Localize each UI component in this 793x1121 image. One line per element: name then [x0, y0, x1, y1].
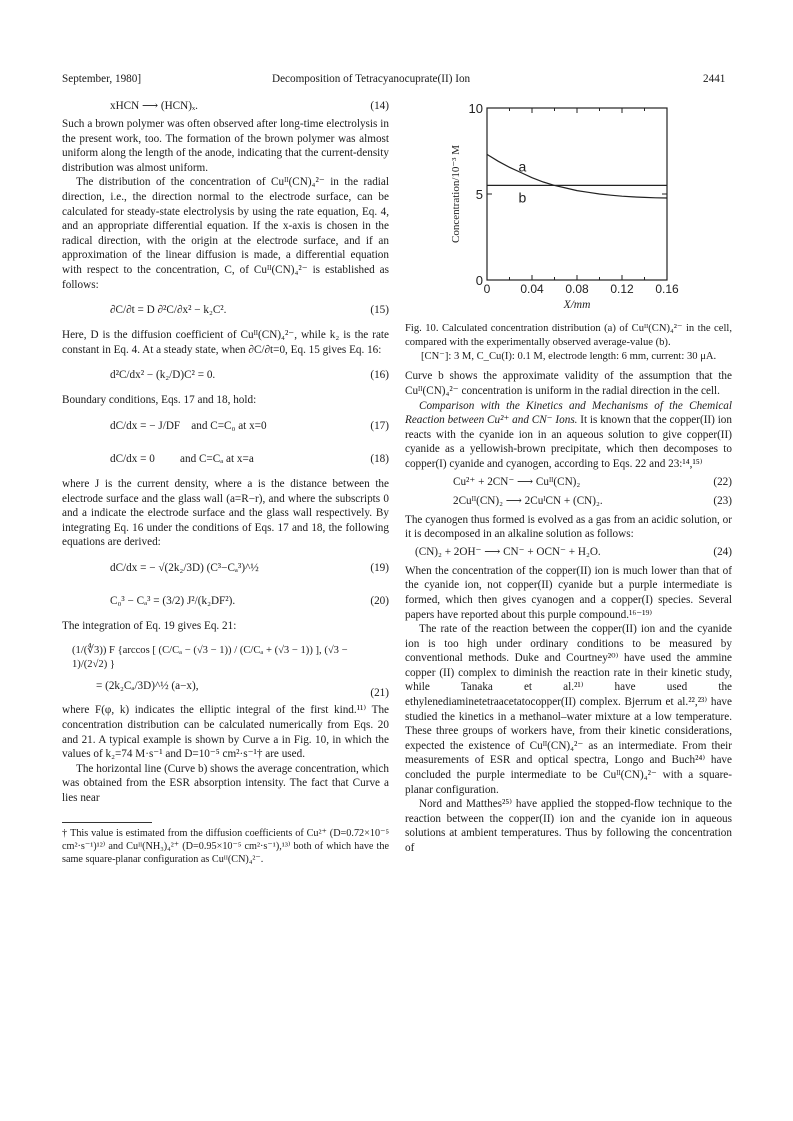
y-tick-label: 10: [468, 101, 483, 116]
equation-18: [62, 444, 389, 474]
series-label-b: b: [518, 189, 527, 206]
paragraph-body: It is known that the copper(II) ion reacts with the cyanide ion in an aqueous solution to give copper(II) cyanide as a yellowish-brown precipitate, which then decomposes to copper(I) cyanide and cyanogen, according to Eqs. 22 and 23:¹⁴,¹⁵⁾: [405, 414, 732, 470]
paragraph: The horizontal line (Curve b) shows the average concentration, which was obtained from the ESR absorption intensity. The fact that Curve a lies near: [62, 762, 389, 805]
equation-body: xHCN ⟶ (HCN)ₓ.: [110, 99, 198, 112]
paragraph: [405, 399, 732, 472]
y-tick-label: 0: [475, 273, 483, 288]
equation-body-line2: = (2k₂Cₐ/3D)^½ (a−x),: [96, 679, 199, 692]
x-tick-label: 0.16: [655, 282, 679, 296]
equation-body: C₀³ − Cₐ³ = (3/2) J²/(k₂DF²).: [110, 594, 236, 607]
equation-body: 2Cuᴵᴵ(CN)₂ ⟶ 2CuᴵCN + (CN)₂.: [453, 495, 603, 508]
equation-number: (23): [713, 495, 732, 508]
equation-number: (21): [370, 686, 389, 699]
equation-number: (22): [713, 476, 732, 489]
equation-body: dC/dx = − √(2k₂/3D) (C³−Cₐ³)^½: [110, 561, 259, 574]
x-tick-label: 0.08: [565, 282, 589, 296]
equation-number: (16): [370, 369, 389, 382]
equation-21: [62, 636, 389, 700]
caption-text: Fig. 10. Calculated concentration distribution (a) of Cuᴵᴵ(CN)₄²⁻ in the cell, compared with the experimentally observed average-value (b).: [405, 323, 732, 348]
paragraph: The rate of the reaction between the copper(II) ion and the cyanide ion is too high under ordinary conditions to be measured by conventional methods. Duke and Courtney²⁰⁾ have used the ammine copper (II) complex to diminish the reaction rate in their kinetic study, while Tanaka et al.²¹⁾ have used the ethylenediaminetetraacetatocopper(II) complex. Bjerrum et al.²²,²³⁾ have studied the kinetics in a methanol–water mixture at a low temperature. These three groups of workers have, from their kinetic considerations, expected the existence of Cuᴵᴵ(CN)₄²⁻ as an intermediate. From their measurements of ESR and optical spectra, Longo and Buch²⁴⁾ have concluded the purple intermediate to be Cuᴵᴵ(CN)₄²⁻ with a square-planar configuration.: [405, 623, 732, 796]
equation-17: [62, 411, 389, 441]
equation-body: dC/dx = − J/DF and C=C₀ at x=0: [110, 419, 267, 432]
footnote: † This value is estimated from the diffusion coefficients of Cu²⁺ (D=0.72×10⁻⁵ cm²·s⁻¹)¹²⁾ and Cuᴵᴵ(NH₃)₄²⁺ (D=0.95×10⁻⁵ cm²·s⁻¹),¹³⁾ both of which have the same square-planar configuration as Cuᴵᴵ(CN)₄²⁻.: [62, 827, 389, 866]
x-tick-label: 0: [483, 282, 491, 296]
equation-15: [62, 295, 389, 325]
equation-body: d²C/dx² − (k₂/D)C² = 0.: [110, 369, 216, 382]
equation-body: Cu²⁺ + 2CN⁻ ⟶ Cuᴵᴵ(CN)₂: [453, 476, 581, 489]
running-head-date: September, 1980]: [62, 73, 142, 85]
x-axis-label: X/mm: [563, 299, 591, 311]
equation-23: [405, 494, 732, 510]
equation-body: (CN)₂ + 2OH⁻ ⟶ CN⁻ + OCN⁻ + H₂O.: [415, 546, 601, 559]
footnote-rule: [62, 822, 152, 823]
paragraph: Here, D is the diffusion coefficient of Cuᴵᴵ(CN)₄²⁻, while k₂ is the rate constant in Eq. 4. At a steady state, when ∂C/∂t=0, Eq. 15 gives Eq. 16:: [62, 329, 389, 356]
paragraph: The cyanogen thus formed is evolved as a gas from an acidic solution, or it is decomposed in an alkaline solution as follows:: [405, 513, 732, 541]
equation-number: (17): [370, 419, 389, 432]
paragraph: where F(φ, k) indicates the elliptic integral of the first kind.¹¹⁾ The concentration distribution can be calculated numerically from Eqs. 20 and 21. A typical example is shown by Curve a in Fig. 10, in which the values of k₂=74 M·s⁻¹ and D=10⁻⁵ cm²·s⁻¹† are used.: [62, 704, 389, 761]
paragraph: Curve b shows the approximate validity of the assumption that the Cuᴵᴵ(CN)₄²⁻ concentration is uniform in the radial direction in the cell.: [405, 370, 732, 397]
equation-body-line1: (1/(∜3)) F {arccos [ (C/Cₐ − (√3 − 1)) / (C/Cₐ + (√3 − 1)) ], (√3 − 1)/(2√2) }: [72, 644, 348, 671]
equation-body: dC/dx = 0 and C=Cₐ at x=a: [110, 452, 254, 465]
page-number: 2441: [703, 73, 726, 85]
series-line-a: [487, 154, 667, 198]
paragraph: Nord and Matthes²⁵⁾ have applied the stopped-flow technique to the reaction between the copper(II) ion and the cyanide ion in aqueous solutions at ambient temperatures. Thus by following the concentration of: [405, 798, 732, 855]
equation-number: (14): [370, 99, 389, 112]
equation-14: [62, 98, 389, 114]
series-label-a: a: [518, 158, 527, 175]
running-head-title: Decomposition of Tetracyanocuprate(II) Ion: [272, 73, 471, 85]
paragraph: The distribution of the concentration of Cuᴵᴵ(CN)₄²⁻ in the radial direction, i.e., the direction normal to the electrode surface, can be calculated for steady-state electrolysis by using the rate equation, Eq. 4, and an appropriate differential equation. If the x-axis is chosen in the radical direction, with the origin at the electrode surface, and if an approximation of the linear diffusion is made, a differential equation with respect to the concentration, C, of Cuᴵᴵ(CN)₄²⁻ is established as follows:: [62, 176, 389, 291]
equation-number: (24): [713, 546, 732, 559]
equation-number: (15): [370, 303, 389, 316]
figure-caption: [405, 322, 732, 363]
paragraph: When the concentration of the copper(II) ion is much lower than that of the cyanide ion, not copper(II) cyanide but a purple intermediate is formed, which then gives cyanogen and a copper(I) species. Several papers have reported about this purple compound.¹⁶⁻¹⁹⁾: [405, 564, 732, 621]
paragraph: Such a brown polymer was often observed after long-time electrolysis in the present work, too. The formation of the brown polymer was almost uniform along the length of the anode, indicating that the current-density distribution was almost uniform.: [62, 118, 389, 174]
right-column: [405, 100, 732, 856]
x-tick-label: 0.12: [610, 282, 634, 296]
x-tick-label: 0.04: [520, 282, 544, 296]
equation-number: (20): [370, 594, 389, 607]
caption-conditions: [CN⁻]: 3 M, C_Cu(I): 0.1 M, electrode length: 6 mm, current: 30 μA.: [421, 350, 717, 362]
paragraph: where J is the current density, where a is the distance between the electrode surface and the glass wall (a=R−r), and where the subscripts 0 and a indicate the electrode surface and the glass wall respectively. By integrating Eq. 16 under the conditions of Eqs. 17 and 18, the following equations are derived:: [62, 477, 389, 549]
equation-24: [405, 545, 732, 561]
equation-19: [62, 553, 389, 583]
concentration-chart: [405, 100, 732, 318]
equation-16: [62, 360, 389, 390]
equation-number: (19): [370, 561, 389, 574]
paragraph: The integration of Eq. 19 gives Eq. 21:: [62, 619, 237, 632]
equation-20: [62, 586, 389, 616]
plot-frame: [487, 108, 667, 280]
figure-10: [405, 100, 732, 318]
y-axis-label: Concentration/10⁻³ M: [450, 144, 462, 244]
equation-number: (18): [370, 452, 389, 465]
equation-22: [405, 475, 732, 491]
y-tick-label: 5: [475, 187, 483, 202]
section-heading: Comparison with the Kinetics and Mechanisms of the Chemical Reaction between Cu²⁺ and CN⁻ Ions.: [405, 399, 732, 427]
equation-body: ∂C/∂t = D ∂²C/∂x² − k₂C².: [110, 303, 227, 316]
left-column: [62, 95, 389, 867]
paragraph: Boundary conditions, Eqs. 17 and 18, hold:: [62, 394, 257, 407]
